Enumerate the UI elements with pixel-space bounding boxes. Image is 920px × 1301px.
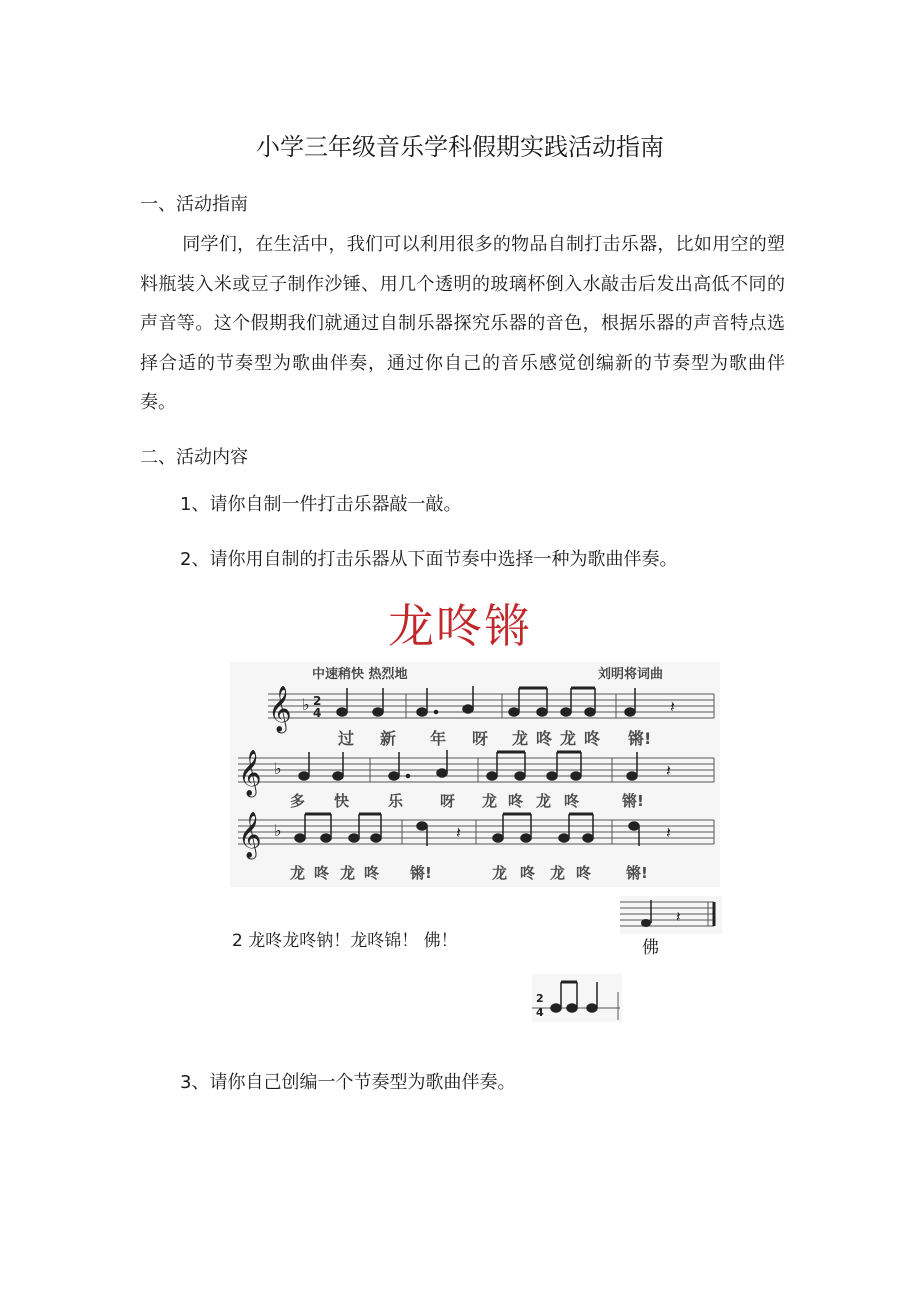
final-measure [620,896,722,934]
svg-text:龙: 龙 [340,864,356,882]
svg-text:龙: 龙 [560,729,577,748]
svg-text:咚: 咚 [536,729,553,748]
svg-text:多: 多 [290,792,306,810]
rest-icon: 𝄽 [666,761,671,780]
song-credit: 刘明将词曲 [598,667,664,682]
svg-text:锵!: 锵! [628,729,652,748]
song-title: 龙咚锵 [388,599,532,653]
section1-paragraph [140,225,785,423]
svg-text:咚: 咚 [508,792,524,810]
svg-text:锵!: 锵! [410,864,432,882]
svg-text:呀: 呀 [440,792,456,810]
svg-text:呀: 呀 [472,729,489,748]
activity-item-2: 2、请你用自制的打击乐器从下面节奏中选择一种为歌曲伴奏。 [180,549,678,570]
svg-text:年: 年 [430,729,447,748]
rest-icon: 𝄽 [456,823,461,842]
svg-text:过: 过 [338,729,355,748]
sheet-music [230,662,720,887]
svg-text:咚: 咚 [364,864,380,882]
svg-text:4: 4 [313,706,322,720]
svg-text:龙: 龙 [512,729,529,748]
svg-text:2: 2 [313,694,322,708]
rest-icon: 𝄽 [670,697,675,716]
svg-text:龙: 龙 [550,864,566,882]
svg-text:咚: 咚 [584,729,601,748]
treble-clef-icon: 𝄞 [238,750,262,796]
svg-text:咚: 咚 [520,864,536,882]
tempo-marking: 中速稍快 热烈地 [312,667,408,682]
svg-text:锵!: 锵! [622,792,644,810]
svg-text:新: 新 [380,729,397,748]
svg-text:咚: 咚 [564,792,580,810]
treble-clef-icon: 𝄞 [238,812,262,858]
section2-heading: 二、活动内容 [140,447,248,468]
flat-icon: ♭ [302,695,310,714]
svg-text:2: 2 [536,992,544,1005]
svg-text:龙: 龙 [492,864,508,882]
page-title: 小学三年级音乐学科假期实践活动指南 [256,133,664,161]
svg-text:咚: 咚 [576,864,592,882]
svg-text:乐: 乐 [388,792,404,810]
treble-clef-icon: 𝄞 [268,686,292,732]
svg-text:快: 快 [334,792,350,810]
flat-icon: ♭ [274,821,282,840]
section1-paragraph-text: 同学们，在生活中，我们可以利用很多的物品自制打击乐器，比如用空的塑料瓶装入米或豆子制作沙锤、用几个透明的玻璃杯倒入水敲击后发出高低不同的声音等。这个假期我们就通过自制乐器探究乐器的音色，根据乐器的声音特点选择合适的节奏型为歌曲伴奏，通过你自己的音乐感觉创编新的节奏型为歌曲伴奏。 [140,234,785,413]
time-signature-icon [536,992,544,1019]
time-signature-icon [313,694,321,720]
flat-icon: ♭ [274,759,282,778]
svg-text:锵!: 锵! [626,864,648,882]
activity-item-3: 3、请你自己创编一个节奏型为歌曲伴奏。 [180,1072,516,1093]
svg-text:龙: 龙 [290,864,306,882]
rest-icon: 𝄽 [666,823,671,842]
activity-item-1: 1、请你自制一件打击乐器敲一敲。 [180,494,462,515]
rest-icon: 𝄽 [676,908,681,926]
svg-text:龙: 龙 [482,792,498,810]
final-lyric: 佛 [642,938,659,958]
svg-text:4: 4 [536,1006,544,1019]
rhythm-example [532,974,622,1022]
svg-text:咚: 咚 [314,864,330,882]
line4-text: 2 龙咚龙咚钠！龙咚锦！ 佛！ [232,931,458,951]
section1-heading: 一、活动指南 [140,194,248,215]
svg-text:龙: 龙 [536,792,552,810]
